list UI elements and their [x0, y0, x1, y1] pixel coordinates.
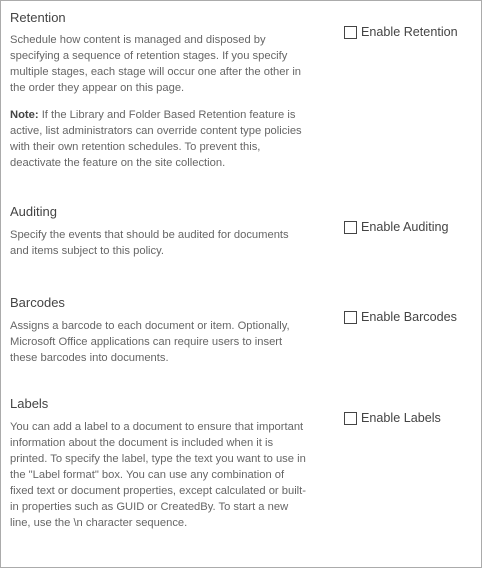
- enable-auditing-option[interactable]: [344, 220, 449, 234]
- auditing-section: [10, 204, 480, 259]
- enable-auditing-label[interactable]: Enable Auditing: [361, 220, 449, 234]
- barcodes-info: [10, 295, 310, 366]
- enable-retention-checkbox[interactable]: [344, 26, 357, 39]
- retention-title: Retention: [10, 10, 66, 25]
- retention-section: [10, 10, 480, 171]
- enable-retention-label[interactable]: Enable Retention: [361, 25, 458, 39]
- auditing-info: [10, 204, 310, 259]
- barcodes-description: Assigns a barcode to each document or item. Optionally, Microsoft Office applications can require users to insert these barcodes into documents.: [10, 320, 290, 364]
- enable-labels-option[interactable]: [344, 411, 441, 425]
- enable-barcodes-checkbox[interactable]: [344, 311, 357, 324]
- enable-auditing-checkbox[interactable]: [344, 221, 357, 234]
- labels-info: [10, 396, 310, 531]
- retention-note-text: If the Library and Folder Based Retention feature is active, list administrators can override content type policies with their own retention schedules. To prevent this, deactivate the feature on the site collection.: [10, 109, 302, 169]
- enable-barcodes-label[interactable]: Enable Barcodes: [361, 310, 457, 324]
- enable-labels-checkbox[interactable]: [344, 412, 357, 425]
- barcodes-section: [10, 295, 480, 366]
- retention-note-label: Note:: [10, 109, 39, 121]
- enable-labels-label[interactable]: Enable Labels: [361, 411, 441, 425]
- barcodes-title: Barcodes: [10, 295, 65, 310]
- labels-section: [10, 396, 480, 531]
- retention-info: [10, 10, 310, 171]
- enable-retention-option[interactable]: [344, 25, 458, 39]
- retention-note: [10, 107, 310, 171]
- auditing-description: Specify the events that should be audited for documents and items subject to this policy.: [10, 229, 289, 257]
- labels-description: You can add a label to a document to ensure that important information about the document is included when it is printed. To specify the label, type the text you want to use in the "Label format" box. You can use any combination of fixed text or document properties, except calculated or built-in properties such as GUID or CreatedBy. To start a new line, use the \n character sequence.: [10, 421, 306, 529]
- enable-barcodes-option[interactable]: [344, 310, 457, 324]
- auditing-title: Auditing: [10, 204, 57, 219]
- retention-description: Schedule how content is managed and disposed by specifying a sequence of retention stages. If you specify multiple stages, each stage will occur one after the other in the order they appear on this page.: [10, 34, 302, 94]
- labels-title: Labels: [10, 396, 49, 411]
